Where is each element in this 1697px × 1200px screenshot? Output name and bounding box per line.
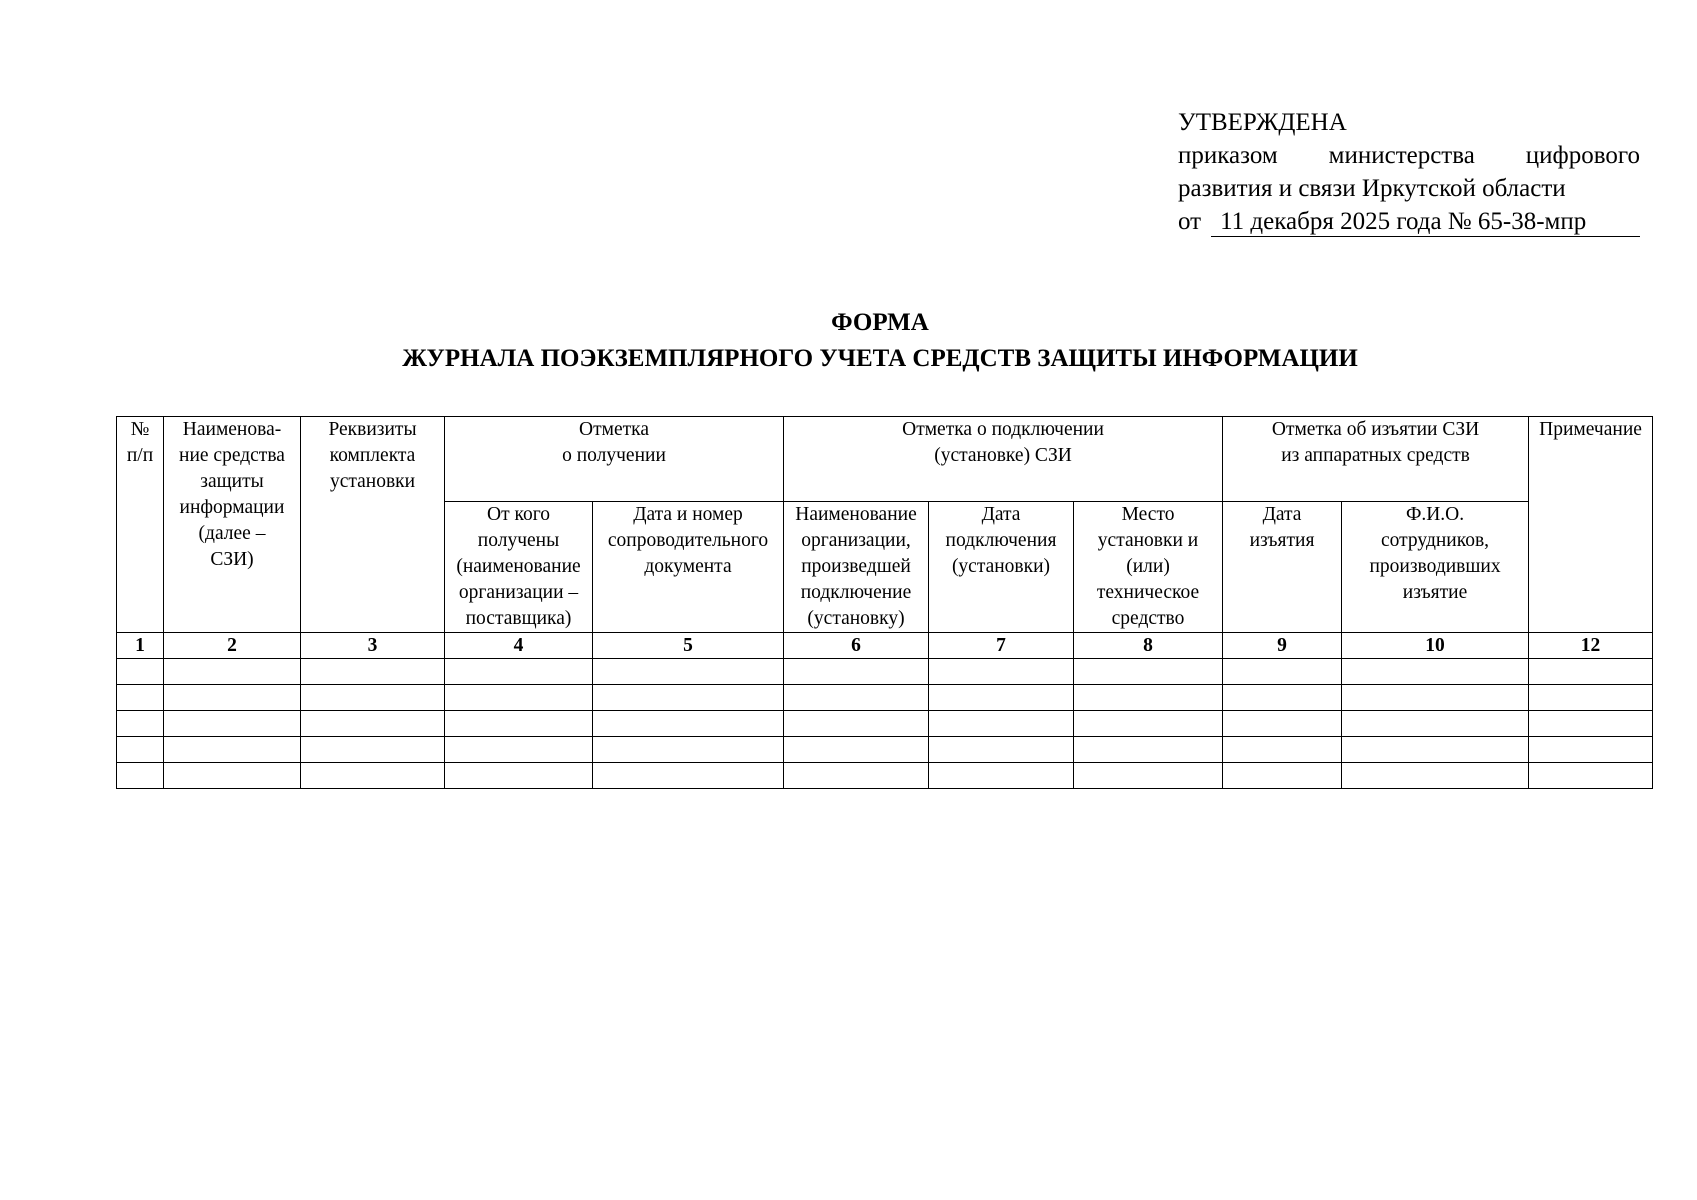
column-number: 7: [929, 633, 1074, 659]
header-line: организации –: [458, 582, 579, 603]
table-cell: [1074, 711, 1223, 737]
table-cell: [929, 763, 1074, 789]
header-line: Наименова-: [182, 419, 282, 440]
header-line: Отметка о подключении: [902, 419, 1104, 440]
table-cell: [1342, 659, 1529, 685]
table-cell: [164, 685, 301, 711]
header-line: из аппаратных средств: [1281, 445, 1470, 466]
table-cell: [1342, 737, 1529, 763]
header-line: (установку): [807, 608, 905, 629]
header-line: защиты: [200, 471, 264, 492]
table-cell: [117, 659, 164, 685]
approval-line-1: [1178, 139, 1640, 172]
header-col-8: [1074, 502, 1223, 633]
table-cell: [164, 737, 301, 763]
column-number: 10: [1342, 633, 1529, 659]
table-cell: [1074, 763, 1223, 789]
table-cell: [301, 711, 445, 737]
header-line: поставщика): [465, 608, 572, 629]
approval-heading: УТВЕРЖДЕНА: [1178, 109, 1347, 136]
table-cell: [1529, 737, 1653, 763]
table-cell: [301, 737, 445, 763]
header-group-install: [784, 417, 1223, 502]
header-group-receipt: [445, 417, 784, 502]
table-cell: [1342, 685, 1529, 711]
table-row: [117, 659, 1653, 685]
column-number: 12: [1529, 633, 1653, 659]
table-row: [117, 737, 1653, 763]
header-line: комплекта: [329, 445, 416, 466]
header-line: (далее –: [198, 523, 266, 544]
table-cell: [1223, 737, 1342, 763]
column-number: 8: [1074, 633, 1223, 659]
header-line: информации: [179, 497, 285, 518]
table-cell: [593, 685, 784, 711]
header-line: (установки): [951, 556, 1051, 577]
table-cell: [1074, 685, 1223, 711]
header-col-3: [301, 417, 445, 633]
header-line: Отметка: [579, 419, 649, 440]
approval-date-value: 11 декабря 2025 года № 65-38-мпр: [1211, 208, 1640, 237]
journal-table: [116, 416, 1653, 789]
header-col-2: [164, 417, 301, 633]
header-col-6: [784, 502, 929, 633]
table-cell: [784, 763, 929, 789]
approval-word: министерства: [1328, 142, 1475, 169]
table-cell: [1342, 711, 1529, 737]
approval-block: [1178, 106, 1640, 238]
header-line: От кого: [487, 504, 550, 525]
header-line: установки: [329, 471, 416, 492]
header-line: установки и: [1097, 530, 1199, 551]
table-row: [117, 763, 1653, 789]
header-line: (или): [1126, 556, 1170, 577]
table-cell: [1529, 685, 1653, 711]
header-line: ние средства: [179, 445, 285, 466]
header-line: сопроводительного: [607, 530, 769, 551]
form-title: ФОРМА: [831, 309, 929, 336]
table-cell: [784, 659, 929, 685]
table-cell: [929, 685, 1074, 711]
header-line: организации,: [801, 530, 911, 551]
header-line: произведшей: [801, 556, 911, 577]
table-cell: [301, 685, 445, 711]
table-cell: [301, 659, 445, 685]
header-line: Реквизиты: [328, 419, 417, 440]
column-number: 4: [445, 633, 593, 659]
approval-word: цифрового: [1525, 142, 1640, 169]
table-cell: [929, 659, 1074, 685]
header-line: Отметка об изъятии СЗИ: [1271, 419, 1480, 440]
header-col-4: [445, 502, 593, 633]
header-line: техническое: [1096, 582, 1200, 603]
table-cell: [301, 763, 445, 789]
table-cell: [593, 763, 784, 789]
table-cell: [1529, 711, 1653, 737]
table-cell: [1529, 659, 1653, 685]
header-line: Место: [1121, 504, 1175, 525]
header-line: получены: [477, 530, 560, 551]
header-line: подключение: [800, 582, 912, 603]
table-cell: [164, 763, 301, 789]
table-cell: [117, 685, 164, 711]
header-row-top: [117, 417, 1653, 502]
table-cell: [445, 737, 593, 763]
header-line: (установке) СЗИ: [934, 445, 1072, 466]
table-cell: [445, 763, 593, 789]
header-line: (наименование: [456, 556, 581, 577]
header-line: п/п: [126, 445, 154, 466]
header-col-10: [1342, 502, 1529, 633]
header-line: изъятие: [1402, 582, 1468, 603]
header-line: СЗИ): [210, 549, 254, 570]
approval-date-line: [1178, 205, 1640, 238]
table-cell: [117, 711, 164, 737]
column-number: 3: [301, 633, 445, 659]
header-line: Дата и номер: [633, 504, 743, 525]
table-cell: [1529, 763, 1653, 789]
table-cell: [1342, 763, 1529, 789]
header-col-9: [1223, 502, 1342, 633]
approval-date-prefix: от: [1178, 208, 1202, 235]
table-cell: [593, 711, 784, 737]
header-col-7: [929, 502, 1074, 633]
table-cell: [1223, 659, 1342, 685]
table-cell: [1074, 659, 1223, 685]
table-cell: [784, 685, 929, 711]
column-number: 5: [593, 633, 784, 659]
header-line: средство: [1111, 608, 1185, 629]
header-line: Примечание: [1539, 419, 1642, 440]
header-line: изъятия: [1249, 530, 1315, 551]
table-cell: [1223, 763, 1342, 789]
table-cell: [117, 737, 164, 763]
table-cell: [593, 659, 784, 685]
column-number: 2: [164, 633, 301, 659]
header-line: сотрудников,: [1381, 530, 1490, 551]
header-col-5: [593, 502, 784, 633]
header-line: документа: [644, 556, 732, 577]
table-cell: [445, 711, 593, 737]
table-row: [117, 711, 1653, 737]
table-cell: [1223, 685, 1342, 711]
column-numbers-row: [117, 633, 1653, 659]
header-line: Дата: [981, 504, 1021, 525]
header-col-1: [117, 417, 164, 633]
approval-line-2: развития и связи Иркутской области: [1178, 175, 1566, 202]
table-cell: [445, 659, 593, 685]
table-cell: [1223, 711, 1342, 737]
header-col-note: [1529, 417, 1653, 633]
form-subtitle: ЖУРНАЛА ПОЭКЗЕМПЛЯРНОГО УЧЕТА СРЕДСТВ ЗАЩИТЫ ИНФОРМАЦИИ: [402, 345, 1358, 372]
table-cell: [593, 737, 784, 763]
header-line: Дата: [1262, 504, 1302, 525]
table-cell: [929, 711, 1074, 737]
table-cell: [445, 685, 593, 711]
table-cell: [164, 711, 301, 737]
header-line: №: [130, 419, 150, 440]
column-number: 6: [784, 633, 929, 659]
header-line: Ф.И.О.: [1405, 504, 1465, 525]
table-cell: [117, 763, 164, 789]
table-cell: [784, 737, 929, 763]
column-number: 9: [1223, 633, 1342, 659]
table-cell: [1074, 737, 1223, 763]
column-number: 1: [117, 633, 164, 659]
header-group-removal: [1223, 417, 1529, 502]
table-cell: [164, 659, 301, 685]
header-line: о получении: [562, 445, 666, 466]
table-cell: [929, 737, 1074, 763]
table-cell: [784, 711, 929, 737]
header-line: производивших: [1369, 556, 1501, 577]
table-row: [117, 685, 1653, 711]
approval-word: приказом: [1178, 142, 1278, 169]
header-line: подключения: [945, 530, 1057, 551]
header-line: Наименование: [795, 504, 917, 525]
